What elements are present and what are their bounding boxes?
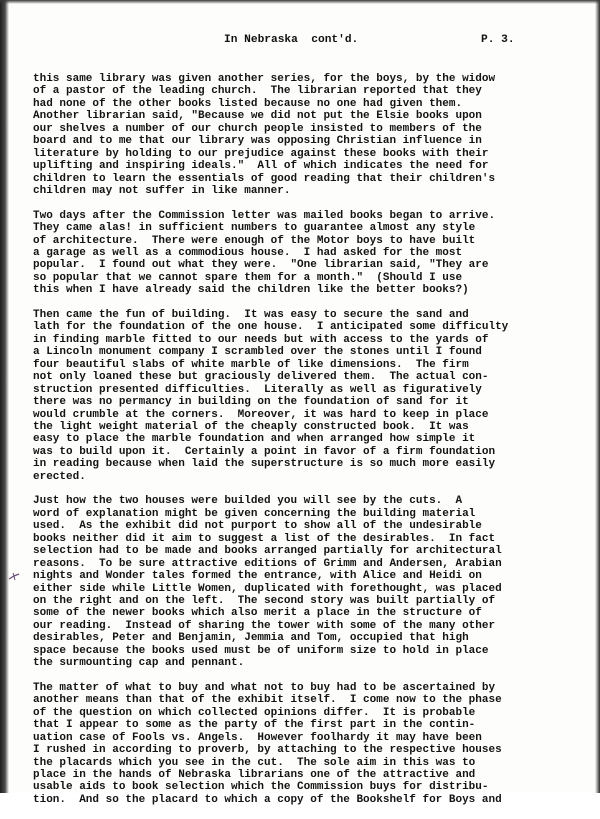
- text-line: word of explanation might be given concerning the building material: [33, 507, 476, 520]
- text-line: not only loaned these but graciously delivered them. The actual con-: [33, 371, 489, 384]
- text-line: struction presented difficulties. Literally as well as figuratively: [33, 383, 482, 396]
- text-line: tion. And so the placard to which a copy of the Bookshelf for Boys and: [33, 793, 502, 806]
- text-line: desirables, Peter and Benjamin, Jemmia and Tom, occupied that high: [33, 632, 469, 645]
- page-header: [0, 34, 600, 50]
- text-line: erected.: [33, 470, 86, 483]
- text-line: used. As the exhibit did not purport to show all of the undesirable: [33, 520, 482, 533]
- text-line: lath for the foundation of the one house. I anticipated some difficulty: [33, 321, 509, 334]
- text-line: The matter of what to buy and what not to buy had to be ascertained by: [33, 681, 496, 694]
- text-line: I rushed in according to proverb, by attaching to the respective houses: [33, 744, 502, 757]
- paragraph: [33, 495, 593, 669]
- text-line: selection had to be made and books arranged partially for architectural: [33, 545, 502, 558]
- text-line: four beautiful slabs of white marble of like dimensions. The firm: [33, 358, 469, 371]
- text-line: a Lincoln monument company I scrambled over the stones until I found: [33, 346, 482, 359]
- text-line: this when I have already said the children like the better books?): [33, 284, 469, 297]
- text-line: our shelves a number of our church people insisted to members of the: [33, 122, 482, 135]
- paragraph: [33, 309, 593, 483]
- text-line: place in the hands of Nebraska librarians one of the attractive and: [33, 768, 476, 781]
- scan-edge-top: [0, 0, 600, 4]
- text-line: a garage as well as a commodious house. I had asked for the most: [33, 246, 463, 259]
- text-line: usable aids to book selection which the Commission buys for distribu-: [33, 781, 489, 794]
- text-line: some of the newer books which also merit a place in the structure of: [33, 607, 482, 620]
- text-line: so popular that we cannot spare them for a month." (Should I use: [33, 271, 463, 284]
- text-line: this same library was given another series, for the boys, by the widow: [33, 73, 496, 85]
- text-line: our reading. Instead of sharing the tower with some of the many other: [33, 619, 496, 632]
- scan-edge-right: [595, 0, 600, 793]
- text-line: that I appear to some as the party of the first part in the contin-: [33, 719, 476, 732]
- paragraph: [33, 73, 593, 197]
- text-line: of architecture. There were enough of the Motor boys to have built: [33, 234, 476, 247]
- margin-mark: [8, 570, 20, 582]
- scan-edge-left: [0, 0, 9, 793]
- text-line: uation case of Fools vs. Angels. However foolhardy it may have been: [33, 731, 482, 744]
- text-line: there was no permancy in building on the foundation of sand for it: [33, 396, 469, 409]
- text-line: nights and Wonder tales formed the entrance, with Alice and Heidi on: [33, 570, 482, 583]
- text-line: space because the books used must be of uniform size to hold in place: [33, 644, 489, 657]
- page-number: P. 3.: [481, 34, 515, 46]
- text-line: books neither did it aim to suggest a list of the desirables. In fact: [33, 532, 496, 545]
- header-title: In Nebraska cont'd.: [224, 34, 359, 46]
- text-line: the light weight material of the cheaply constructed book. It was: [33, 420, 469, 433]
- text-line: uplifting and inspiring ideals." All of which indicates the need for: [33, 160, 489, 173]
- text-line: literature by holding to our prejudice against these books with their: [33, 147, 489, 160]
- text-line: Two days after the Commission letter was mailed books began to arrive.: [33, 209, 496, 222]
- text-line: would crumble at the corners. Moreover, it was hard to keep in place: [33, 408, 489, 421]
- text-line: of the question on which collected opinions differ. It is probable: [33, 706, 476, 719]
- text-line: popular. I found out what they were. "One librarian said, "They are: [33, 259, 489, 272]
- text-line: in finding marble fitted to our needs but with access to the yards of: [33, 333, 489, 346]
- text-line: was to build upon it. Certainly a point in favor of a firm foundation: [33, 445, 496, 458]
- text-line: Then came the fun of building. It was easy to secure the sand and: [33, 309, 469, 322]
- paragraph: [33, 210, 593, 297]
- body-text: [33, 73, 593, 819]
- text-line: of a pastor of the leading church. The librarian reported that they: [33, 85, 482, 98]
- text-line: Another librarian said, "Because we did not put the Elsie books upon: [33, 110, 482, 123]
- text-line: They came alas! in sufficient numbers to guarantee almost any style: [33, 222, 476, 235]
- text-line: in reading because when laid the superstructure is so much more easily: [33, 458, 496, 471]
- text-line: either side while Little Women, duplicated with forethought, was placed: [33, 582, 502, 595]
- text-line: the surmounting cap and pennant.: [33, 657, 245, 670]
- text-line: reasons. To be sure attractive editions of Grimm and Andersen, Arabian: [33, 557, 502, 570]
- text-line: on the right and on the left. The second story was built partially of: [33, 594, 496, 607]
- text-line: easy to place the marble foundation and when arranged how simple it: [33, 433, 476, 446]
- text-line: had none of the other books listed because no one had given them.: [33, 97, 463, 110]
- text-line: children may not suffer in like manner.: [33, 184, 291, 197]
- text-line: children to learn the essentials of good reading that their children's: [33, 172, 496, 185]
- paragraph: [33, 682, 593, 806]
- text-line: Just how the two houses were builded you will see by the cuts. A: [33, 495, 463, 508]
- text-line: board and to me that our library was opposing Christian influence in: [33, 135, 482, 148]
- text-line: the placards which you see in the cut. The sole aim in this was to: [33, 756, 476, 769]
- text-line: another means than that of the exhibit itself. I come now to the phase: [33, 694, 502, 707]
